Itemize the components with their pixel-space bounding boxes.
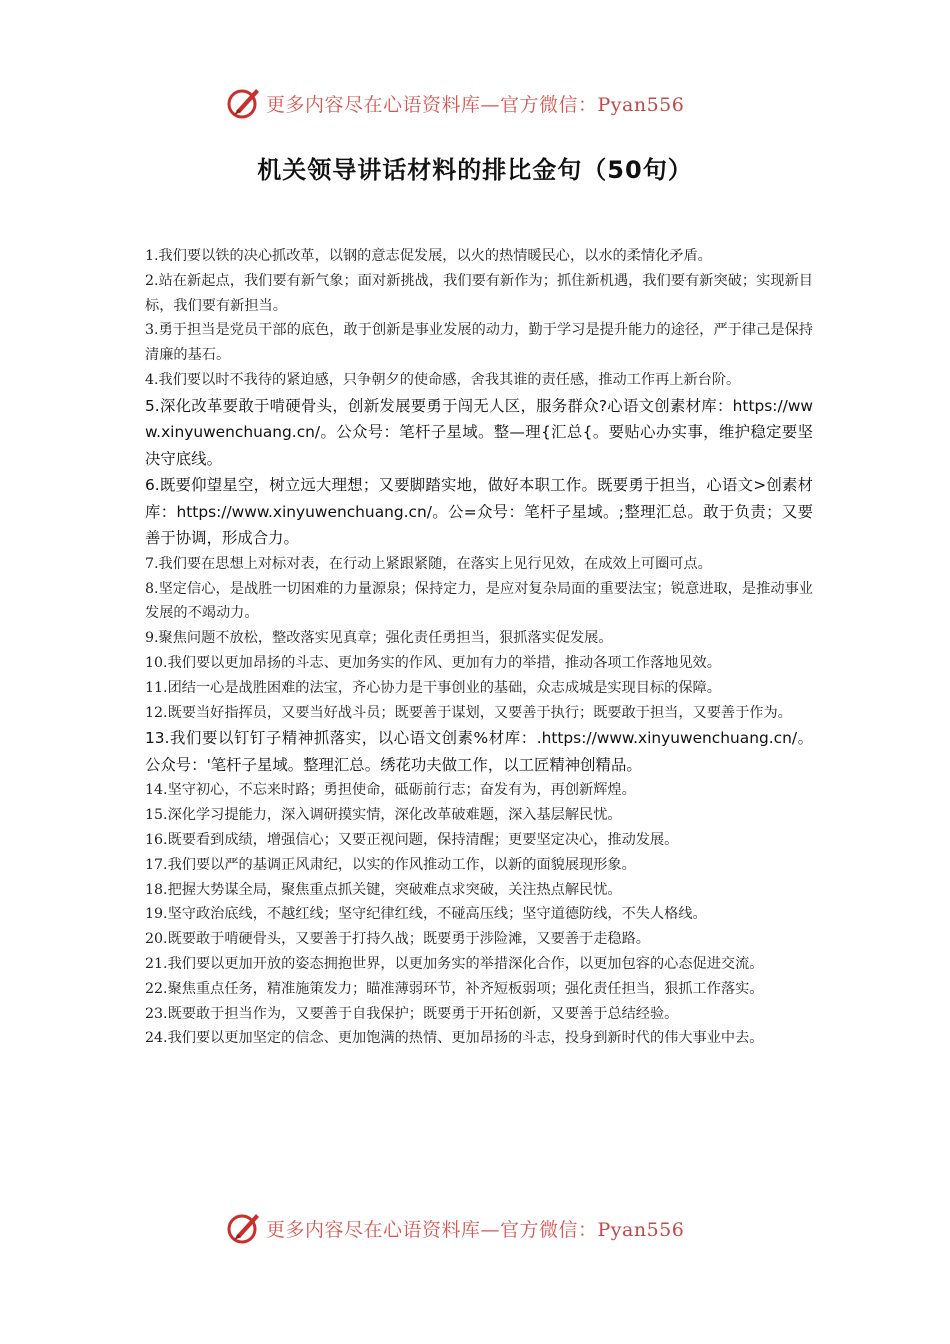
list-item: 6.既要仰望星空，树立远大理想；又要脚踏实地，做好本职工作。既要勇于担当，心语文>创素材库：https://www.xinyuwenchuang.cn/。公=众号：笔杆子星域。;整理汇总。敢于负责；又要善于协调，形成合力。 bbox=[145, 476, 813, 548]
list-item: 8.坚定信心，是战胜一切困难的力量源泉；保持定力，是应对复杂局面的重要法宝；锐意进取，是推动事业发展的不竭动力。 bbox=[145, 580, 813, 622]
list-item: 17.我们要以严的基调正风肃纪，以实的作风推动工作，以新的面貌展现形象。 bbox=[145, 856, 636, 873]
quill-logo-icon bbox=[226, 1210, 262, 1246]
list-item: 3.勇于担当是党员干部的底色，敢于创新是事业发展的动力，勤于学习是提升能力的途径，严于律己是保持清廉的基石。 bbox=[145, 322, 813, 364]
list-item: 12.既要当好指挥员，又要当好战斗员；既要善于谋划，又要善于执行；既要敢于担当，又要善于作为。 bbox=[145, 704, 792, 721]
banner-text: 更多内容尽在心语资料库—官方微信：Pyan556 bbox=[266, 1218, 685, 1241]
list-item: 10.我们要以更加昂扬的斗志、更加务实的作风、更加有力的举措，推动各项工作落地见效。 bbox=[145, 654, 721, 671]
page-title: 机关领导讲话材料的排比金句（50句） bbox=[257, 156, 693, 184]
list-item: 19.坚守政治底线，不越红线；坚守纪律红线，不碰高压线；坚守道德防线，不失人格线。 bbox=[145, 906, 707, 923]
list-item: 23.既要敢于担当作为，又要善于自我保护；既要勇于开拓创新，又要善于总结经验。 bbox=[145, 1005, 679, 1022]
list-item: 22.聚焦重点任务，精准施策发力；瞄准薄弱环节，补齐短板弱项；强化责任担当，狠抓工作落实。 bbox=[145, 980, 764, 997]
list-item: 24.我们要以更加坚定的信念、更加饱满的热情、更加昂扬的斗志，投身到新时代的伟大事业中去。 bbox=[145, 1030, 764, 1047]
list-item: 4.我们要以时不我待的紧迫感，只争朝夕的使命感，舍我其谁的责任感，推动工作再上新台阶。 bbox=[145, 371, 741, 388]
list-item: 5.深化改革要敢于啃硬骨头，创新发展要勇于闯无人区，服务群众?心语文创素材库：https://www.xinyuwenchuang.cn/。公众号：笔杆子星域。整—理{汇总{。要贴心办实事，维护稳定要坚决守底线。 bbox=[145, 396, 813, 468]
sentence-list bbox=[145, 244, 813, 1051]
list-item: 7.我们要在思想上对标对表，在行动上紧跟紧随，在落实上见行见效，在成效上可圈可点。 bbox=[145, 555, 712, 572]
list-item: 14.坚守初心，不忘来时路；勇担使命，砥砺前行志；奋发有为，再创新辉煌。 bbox=[145, 782, 636, 799]
list-item: 15.深化学习提能力，深入调研摸实情，深化改革破难题，深入基层解民忧。 bbox=[145, 807, 622, 824]
list-item: 11.团结一心是战胜困难的法宝，齐心协力是干事创业的基础，众志成城是实现目标的保障。 bbox=[145, 679, 721, 696]
header-banner bbox=[226, 83, 726, 123]
list-item: 16.既要看到成绩，增强信心；又要正视问题，保持清醒；更要坚定决心，推动发展。 bbox=[145, 831, 679, 848]
list-item: 9.聚焦问题不放松，整改落实见真章；强化责任勇担当，狠抓落实促发展。 bbox=[145, 630, 613, 647]
list-item: 13.我们要以钉钉子精神抓落实，以心语文创素%材库：.https://www.xinyuwenchuang.cn/。公众号：'笔杆子星域。整理汇总。绣花功夫做工作，以工匠精神创精品。 bbox=[145, 729, 813, 774]
list-item: 20.既要敢于啃硬骨头，又要善于打持久战；既要勇于涉险滩，又要善于走稳路。 bbox=[145, 931, 650, 948]
footer-banner bbox=[226, 1208, 726, 1248]
list-item: 21.我们要以更加开放的姿态拥抱世界，以更加务实的举措深化合作，以更加包容的心态促进交流。 bbox=[145, 955, 764, 972]
list-item: 18.把握大势谋全局，聚焦重点抓关键，突破难点求突破，关注热点解民忧。 bbox=[145, 881, 622, 898]
quill-logo-icon bbox=[226, 85, 262, 121]
list-item: 1.我们要以铁的决心抓改革，以钢的意志促发展，以火的热情暖民心，以水的柔情化矛盾。 bbox=[145, 248, 712, 264]
banner-text: 更多内容尽在心语资料库—官方微信：Pyan556 bbox=[266, 93, 685, 116]
list-item: 2.站在新起点，我们要有新气象；面对新挑战，我们要有新作为；抓住新机遇，我们要有新突破；实现新目标，我们要有新担当。 bbox=[145, 272, 813, 314]
